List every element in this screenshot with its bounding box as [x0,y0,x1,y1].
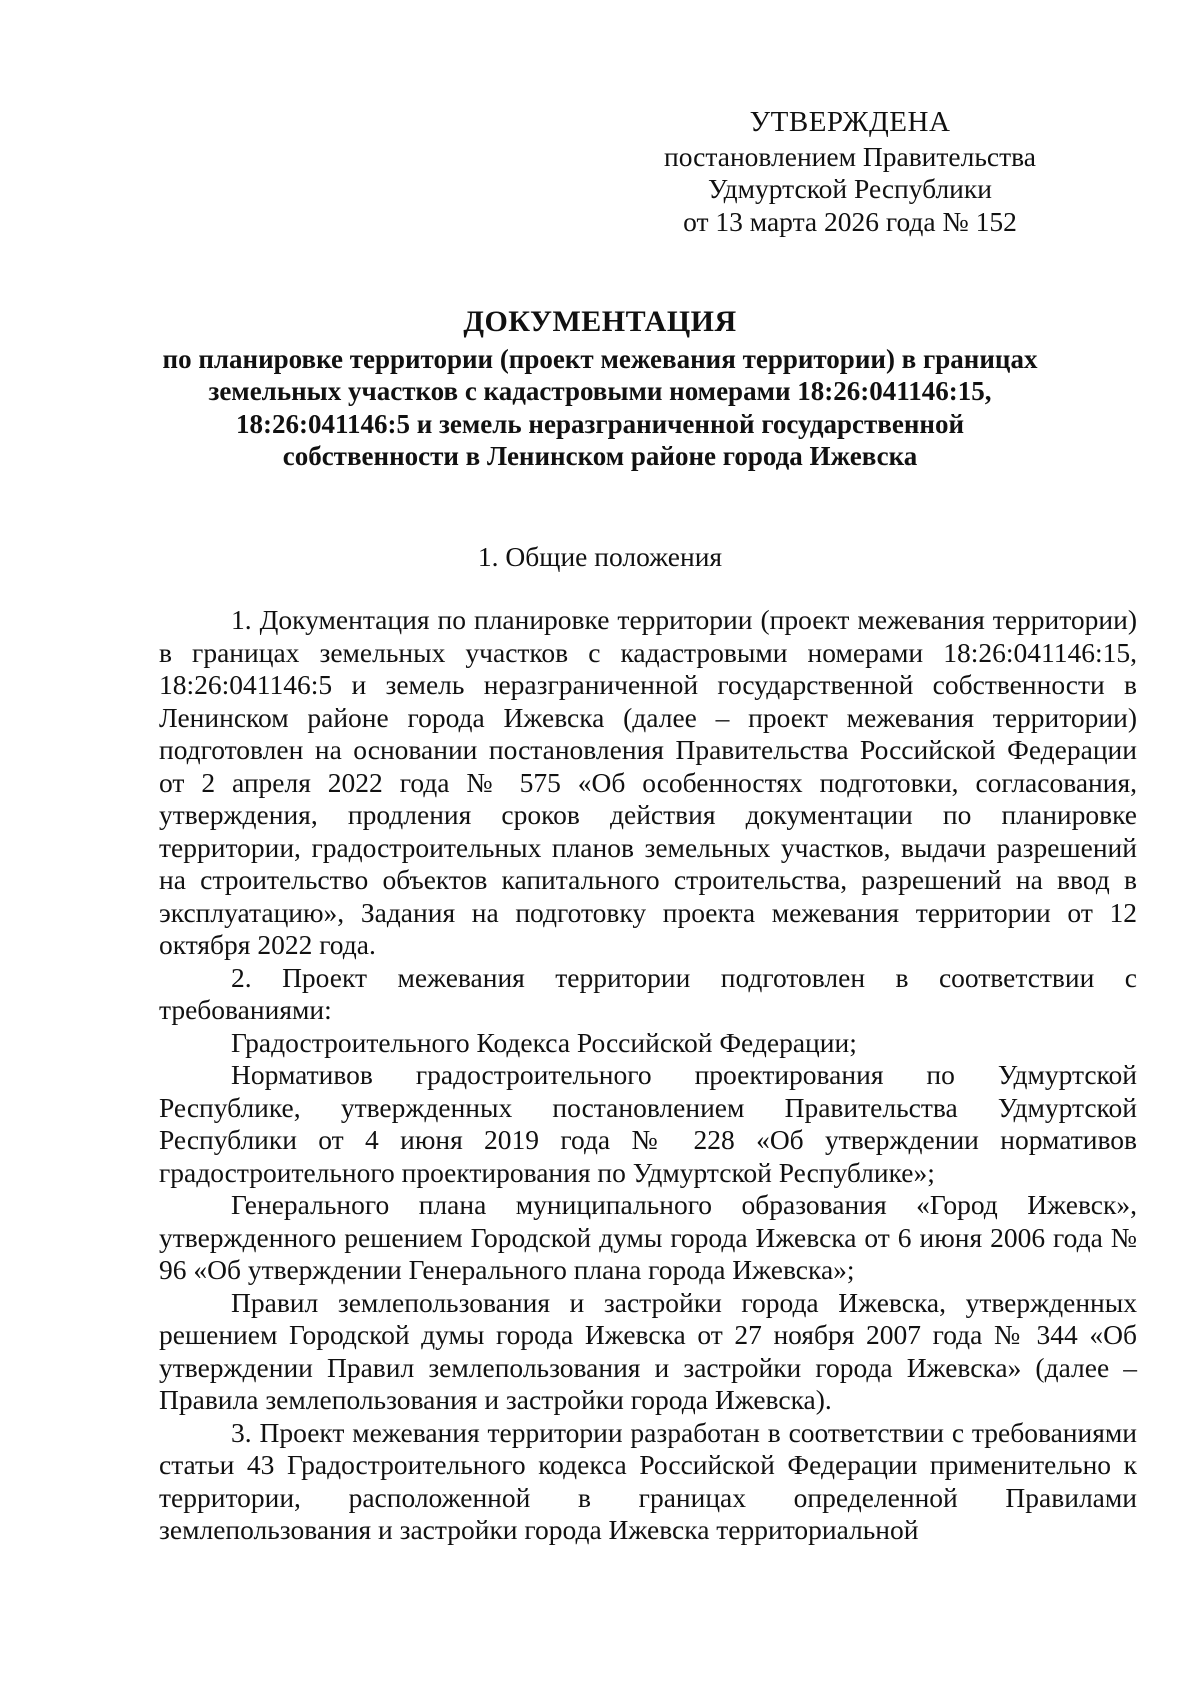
document-title [140,306,1060,473]
title-line: собственности в Ленинском районе города Ижевска [282,441,918,471]
paragraph: Генерального плана муниципального образования «Город Ижевск», утвержденного решением Городской думы города Ижевска от 6 июня 2006 года № 96 «Об утверждении Генерального плана города Ижевска»; [159,1189,1137,1285]
paragraph: Правил землепользования и застройки города Ижевска, утвержденных решением Городской думы города Ижевска от 27 ноября 2007 года № 344 «Об утверждении Правил землепользования и застройки города Ижевска» (далее – Правила землепользования и застройки города Ижевска). [159,1286,1137,1415]
paragraph: 2. Проект межевания территории подготовлен в соответствии с требованиями: [159,961,1137,1025]
approval-line: постановлением Правительства [664,140,1036,172]
title-line: по планировке территории (проект межевания территории) в границах [162,343,1038,374]
title-line: 18:26:041146:5 и земель неразграниченной государственной [235,408,965,439]
approval-block [640,106,1060,238]
title-line: земельных участков с кадастровыми номерами 18:26:041146:15, [208,376,992,406]
paragraph: Градостроительного Кодекса Российской Федерации; [231,1026,857,1058]
paragraph: 1. Документация по планировке территории (проект межевания территории) в границах земельных участков с кадастровыми номерами 18:26:041146:15, 18:26:041146:5 и земель неразграниченной государственной собственности в Ленинском районе города Ижевска (далее – проект межевания территории) подготовлен на основании постановления Правительства Российской Федерации от 2 апреля 2022 года № 575 «Об особенностях подготовки, согласования, утверждения, продления сроков действия документации по планировке территории, градостроительных планов земельных участков, выдачи разрешений на строительство объектов капитального строительства, разрешений на ввод в эксплуатацию», Задания на подготовку проекта межевания территории от 12 октября 2022 года. [159,604,1137,960]
approval-line: Удмуртской Республики [708,173,992,204]
approval-line: от 13 марта 2026 года № 152 [683,205,1017,237]
section-heading: 1. Общие положения [477,541,723,572]
approval-heading: УТВЕРЖДЕНА [749,106,951,138]
paragraph: Нормативов градостроительного проектирования по Удмуртской Республике, утвержденных постановлением Правительства Удмуртской Республики от 4 июня 2019 года № 228 «Об утверждении нормативов градостроительного проектирования по Удмуртской Республике»; [159,1059,1137,1188]
body-text [159,604,1137,1547]
title-heading: ДОКУМЕНТАЦИЯ [463,305,737,338]
paragraph: 3. Проект межевания территории разработан в соответствии с требованиями статьи 43 Градостроительного кодекса Российской Федерации применительно к территории, расположенной в границах определенной Правилами землепользования и застройки города Ижевска территориальной [159,1416,1137,1545]
